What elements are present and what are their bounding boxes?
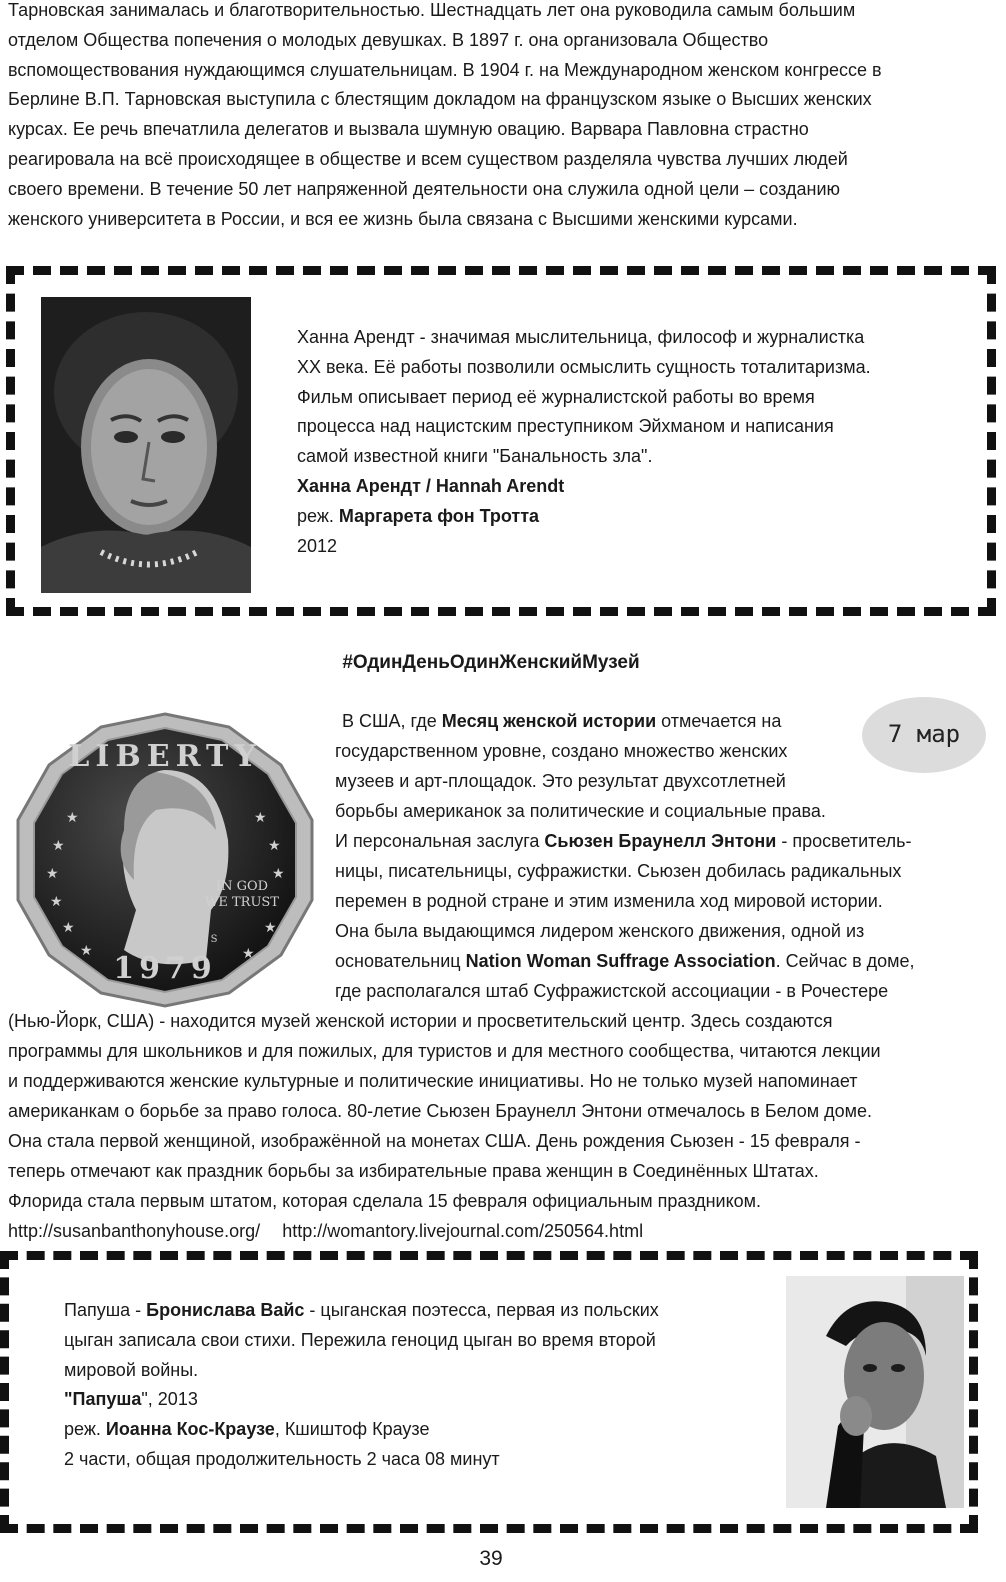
article-line [335,827,912,857]
director-prefix: реж. [297,505,339,526]
text-span: основательниц [335,951,466,971]
article-line: Она стала первой женщиной, изображённой на монетах США. День рождения Сьюзен - 15 февраля - [8,1131,861,1151]
text-span: " [64,1389,73,1410]
svg-text:★: ★ [62,919,75,935]
svg-text:★: ★ [242,945,255,961]
womens-history-month: Месяц женской истории [441,711,657,731]
text-line: реагировала на всё происходящее в обществе и всем существом разделяла чувства лучших людей [8,148,848,169]
svg-text:★: ★ [80,942,93,958]
text-span: - цыганская поэтесса, первая из польских [304,1300,659,1320]
date-badge: 7 мар [862,697,986,773]
article-line: Она была выдающимся лидером женского движения, одной из [335,921,865,941]
director-name: Иоанна Кос-Краузе [105,1419,275,1440]
coin-liberty-text: LIBERTY [68,739,262,774]
article-line: Флорида стала первым штатом, которая сделала 15 февраля официальным праздником. [8,1191,762,1211]
article-line [335,947,915,977]
hannah-arendt-photo [41,297,251,593]
director-prefix: реж. [64,1419,106,1440]
text-line: вспомоществования нуждающимся слушательницам. В 1904 г. на Международном женском конгрессе в [8,59,882,80]
text-span: , Кшиштоф Краузе [274,1419,430,1440]
susan-b-anthony-name: Сьюзен Браунелл Энтони [544,831,777,851]
poet-name: Бронислава Вайс [146,1300,305,1320]
link-susanbanthonyhouse[interactable]: http://susanbanthonyhouse.org/ [8,1221,261,1241]
article-line: теперь отмечают как праздник борьбы за избирательные права женщин в Соединённых Штатах. [8,1161,819,1181]
portrait-illustration [786,1276,964,1508]
svg-text:★: ★ [52,837,65,853]
description-line: XX века. Её работы позволили осмыслить сущность тоталитаризма. [297,356,871,377]
link-womantory[interactable]: http://womantory.livejournal.com/250564.html [282,1221,644,1241]
svg-text:★: ★ [254,809,267,825]
description-line: Ханна Арендт - значимая мыслительница, философ и журналистка [297,327,865,347]
text-line: своего времени. В течение 50 лет напряженной деятельности она служила одной цели – созданию [8,178,841,199]
portrait-illustration [41,297,251,593]
article-line: ницы, писательницы, суфражистки. Сьюзен добилась радикальных [335,861,902,881]
text-span: отмечается на [656,711,782,731]
film-arendt-info [297,323,957,561]
text-line: Тарновская занималась и благотворительностью. Шестнадцать лет она руководила самым большим [8,0,856,20]
text-line: Берлине В.П. Тарновская выступила с блестящим докладом на французском языке о Высших женских [8,89,872,110]
article-line: борьбы американок за политические и социальные права. [335,801,826,821]
director-line [64,1415,764,1445]
coin-year: 1979 [113,951,217,986]
article-line: государственном уровне, создано множество женских [335,741,788,761]
description-line: самой известной книги "Банальность зла". [297,446,653,467]
text-span: В США, где [342,711,442,731]
text-span: . Сейчас в доме, [775,951,915,971]
description-line: цыган записала свои стихи. Пережила геноцид цыган во время второй [64,1329,656,1350]
article-links [8,1217,643,1247]
susan-b-anthony-coin [6,710,324,1010]
svg-text:★: ★ [66,809,79,825]
text-line: курсах. Ее речь впечатлила делегатов и вызвала шумную овацию. Варвара Павловна страстно [8,119,809,140]
text-span: ", 2013 [141,1389,198,1410]
text-span: - просветитель- [776,831,912,851]
article-line: перемен в родной стране и этим изменила ход мировой истории. [335,891,883,911]
director-name: Маргарета фон Тротта [338,505,540,526]
coin-mint-mark: S [210,934,218,945]
coin-motto-line2: WE TRUST [205,895,279,910]
text-line: отделом Общества попечения о молодых девушках. В 1897 г. она организовала Общество [8,29,769,50]
page-number: 39 [479,1547,503,1570]
description-line [64,1296,764,1326]
svg-text:★: ★ [46,865,59,881]
description-line: мировой войны. [64,1359,199,1380]
svg-text:★: ★ [264,919,277,935]
svg-text:★: ★ [50,893,63,909]
papusha-photo [786,1276,964,1508]
film-duration: 2 части, общая продолжительность 2 часа 08 минут [64,1448,500,1469]
article-line: (Нью-Йорк, США) - находится музей женской истории и просветительский центр. Здесь создаются [8,1011,833,1031]
article-line: американкам о борьбе за право голоса. 80-летие Сьюзен Браунелл Энтони отмечалось в Белом доме. [8,1101,873,1121]
article-line: где располагался штаб Суфражистской ассоциации - в Рочестере [335,981,889,1001]
svg-text:★: ★ [268,837,281,853]
text-span: Папуша - [64,1300,147,1320]
svg-text:★: ★ [272,865,285,881]
intro-paragraph [8,0,998,234]
article-line: и поддерживаются женские культурные и политические инициативы. Но не только музей напоминает [8,1071,858,1091]
film-title: Папуша [72,1389,142,1410]
film-year: 2012 [297,535,338,556]
section-hashtag: #ОдинДеньОдинЖенскийМузей [342,652,640,673]
article-line: программы для школьников и для пожилых, для туристов и для местного сообщества, читаются лекции [8,1041,881,1061]
description-line: Фильм описывает период её журналистской работы во время [297,386,815,407]
text-span: И персональная заслуга [335,831,545,851]
article-line: музеев и арт-площадок. Это результат двухсотлетней [335,771,786,791]
film-title-line [64,1385,764,1415]
film-title: Ханна Арендт / Hannah Arendt [297,475,565,496]
article-line [342,707,781,737]
association-name: Nation Woman Suffrage Association [465,951,776,971]
text-line: женского университета в России, и вся ее жизнь была связана с Высшими женскими курсами. [8,208,798,229]
film-papusha-info [64,1296,764,1475]
coin-motto-line1: IN GOD [215,879,269,894]
description-line: процесса над нацистским преступником Эйхманом и написания [297,416,834,437]
